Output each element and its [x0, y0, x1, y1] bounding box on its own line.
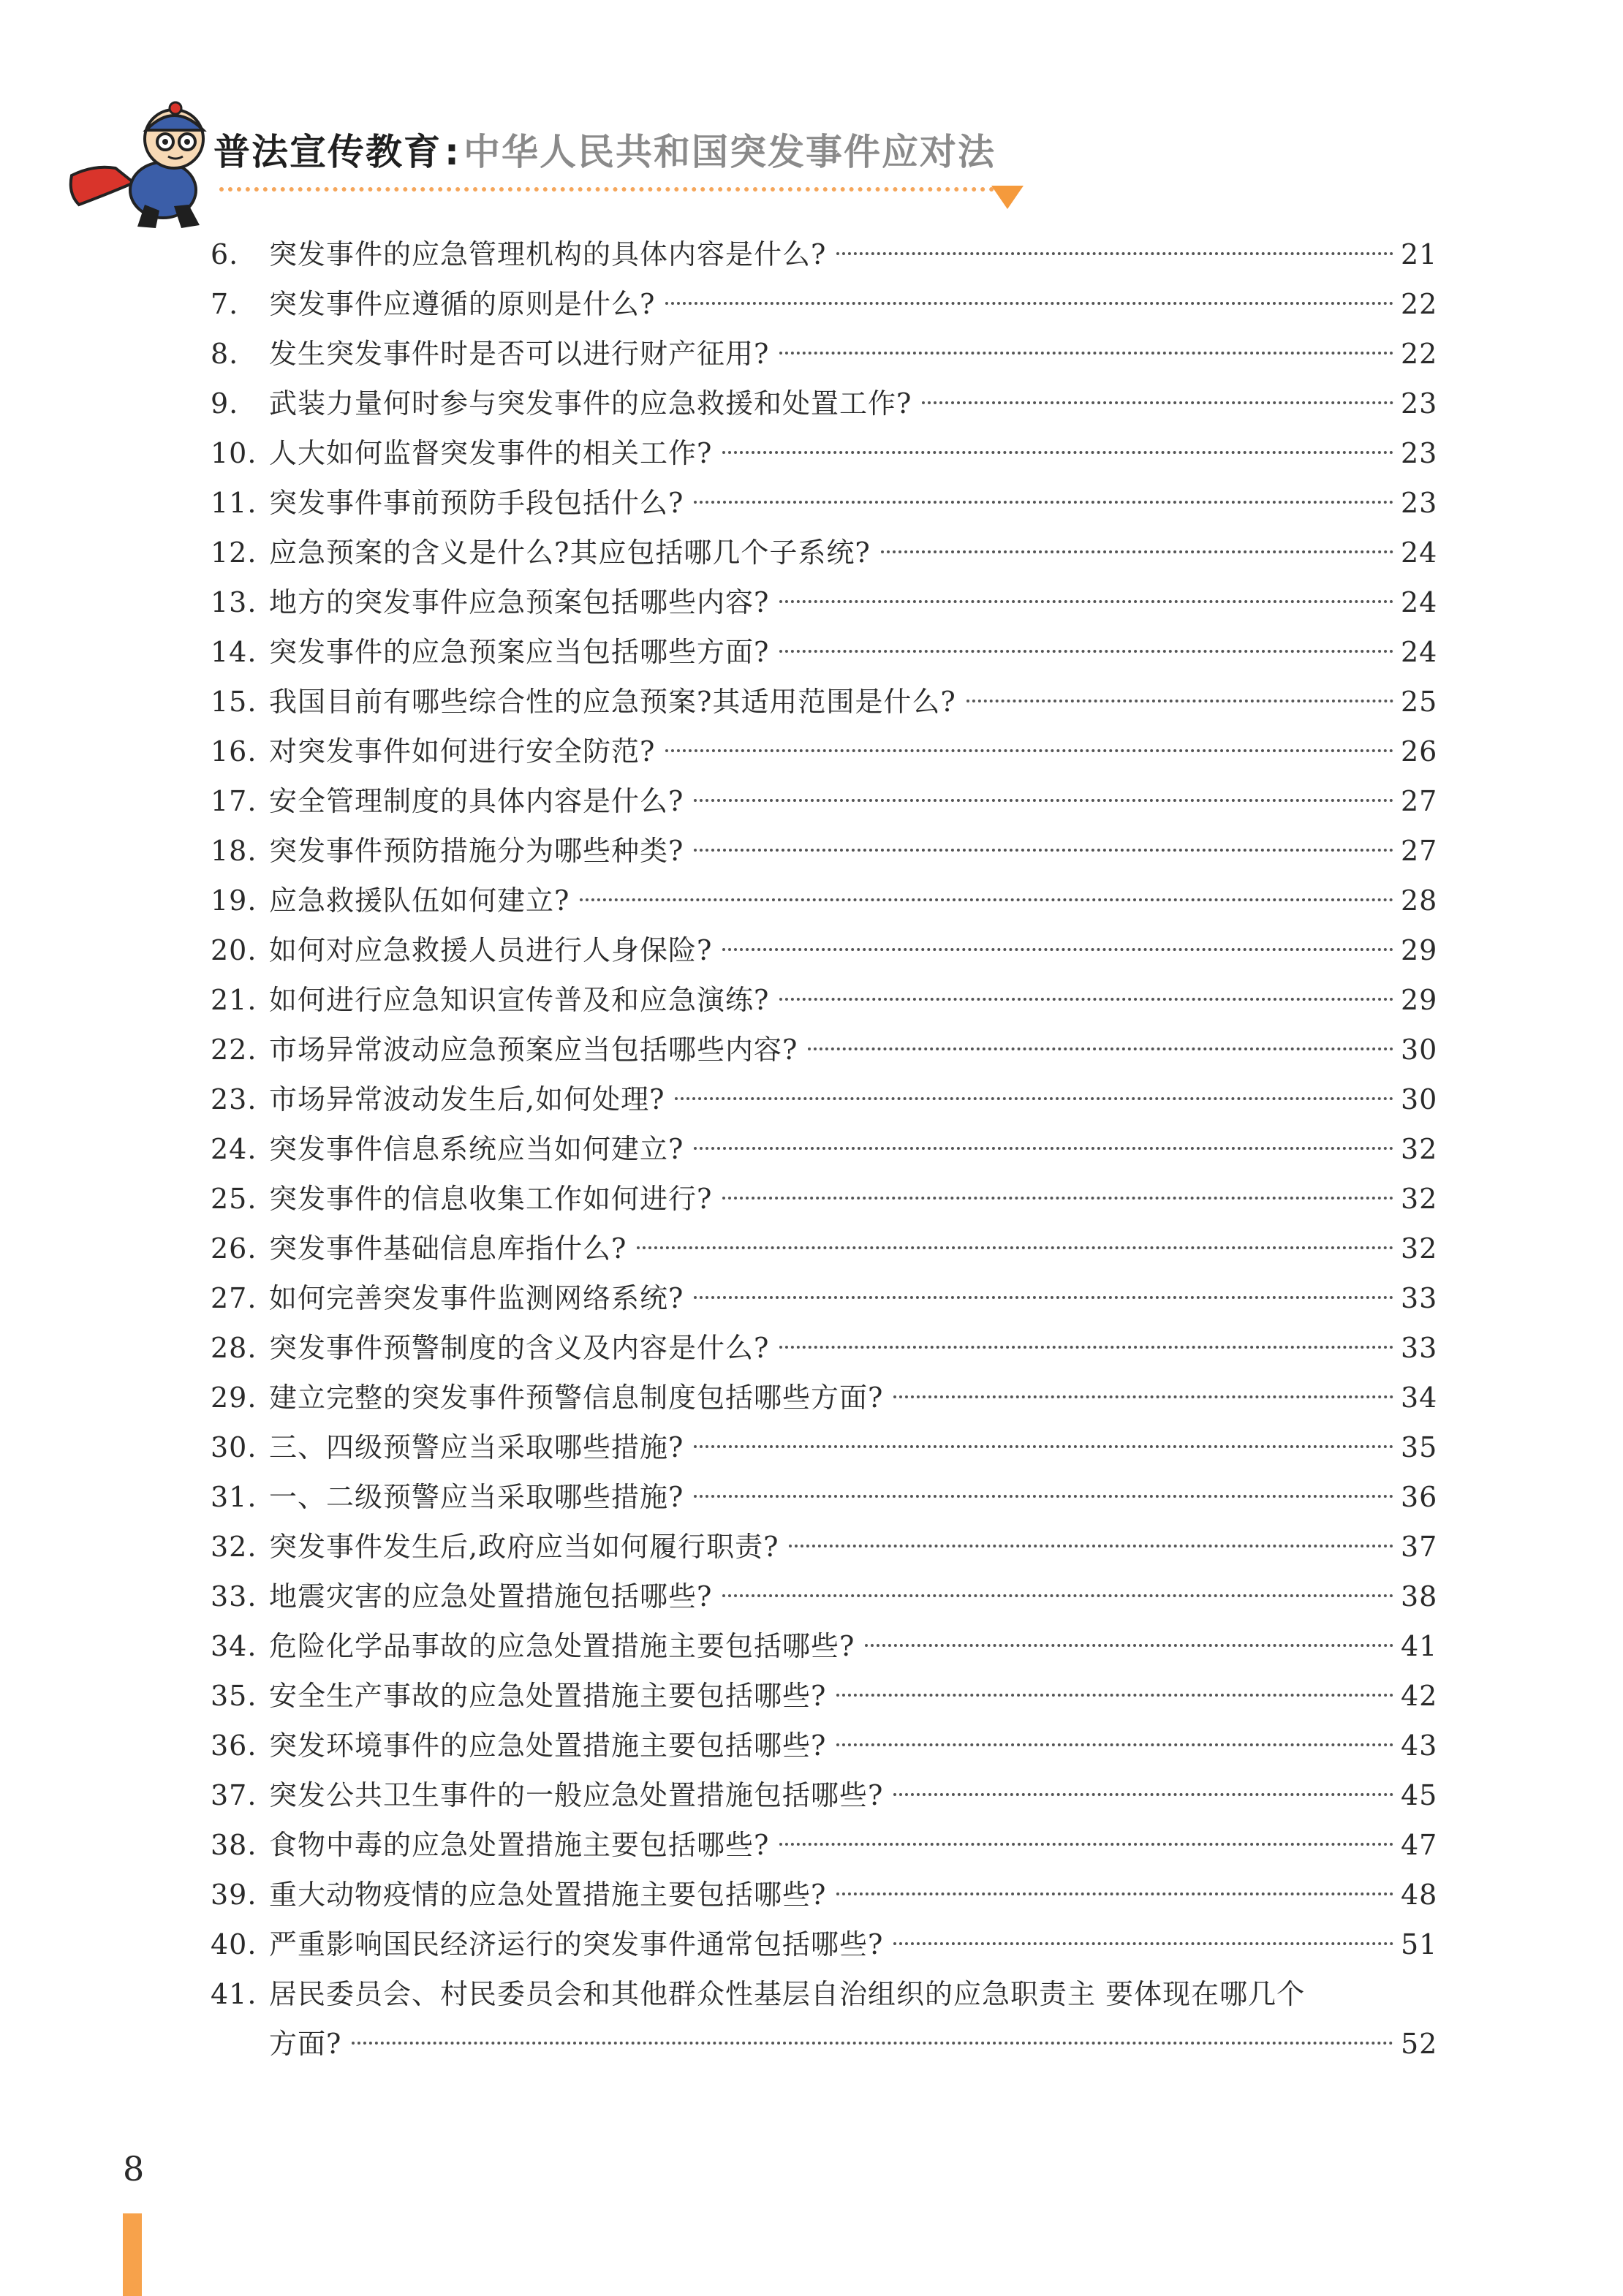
toc-entry-number: 9.: [211, 387, 239, 420]
toc-dot-leader: [694, 1296, 1393, 1299]
toc-dot-leader: [922, 401, 1393, 404]
toc-entry[interactable]: [211, 1472, 1436, 1522]
toc-entry-number: 11.: [211, 487, 257, 519]
toc-entry-page: 30: [1401, 1034, 1438, 1066]
toc-entry-page: 35: [1401, 1431, 1438, 1463]
toc-entry-page: 27: [1401, 785, 1438, 817]
toc-entry-number: 21.: [211, 984, 257, 1016]
toc-entry[interactable]: [211, 975, 1436, 1025]
toc-dot-leader: [722, 948, 1393, 951]
toc-dot-leader: [865, 1644, 1393, 1647]
toc-entry[interactable]: [211, 727, 1436, 776]
toc-entry[interactable]: [211, 329, 1436, 379]
toc-entry-page: 29: [1401, 984, 1438, 1016]
toc-entry-number: 6.: [211, 238, 239, 270]
toc-entry-page: 23: [1401, 387, 1438, 420]
toc-entry-title: 对突发事件如何进行安全防范?: [269, 735, 656, 768]
toc-entry-page: 32: [1401, 1232, 1438, 1265]
toc-entry-page: 22: [1401, 288, 1438, 320]
toc-dot-leader: [836, 1893, 1393, 1895]
toc-entry-page: 45: [1401, 1779, 1438, 1811]
toc-entry-number: 8.: [211, 338, 239, 370]
toc-dot-leader: [836, 252, 1393, 255]
toc-entry[interactable]: [211, 776, 1436, 826]
toc-entry-title: 应急救援队伍如何建立?: [269, 884, 570, 917]
toc-entry[interactable]: [211, 1572, 1436, 1621]
toc-entry-number: 33.: [211, 1580, 257, 1613]
toc-entry-page: 38: [1401, 1580, 1438, 1613]
toc-entry-title: 地震灾害的应急处置措施包括哪些?: [269, 1580, 713, 1613]
toc-entry-number: 7.: [211, 288, 239, 320]
toc-entry[interactable]: [211, 428, 1436, 478]
toc-entry-title: 应急预案的含义是什么?其应包括哪几个子系统?: [269, 537, 871, 569]
toc-entry[interactable]: [211, 1174, 1436, 1224]
toc-entry-page: 25: [1401, 686, 1438, 718]
toc-entry[interactable]: [211, 1621, 1436, 1671]
toc-entry-page: 21: [1401, 238, 1438, 270]
toc-entry-number: 20.: [211, 934, 257, 966]
toc-entry-continuation: [269, 2019, 1436, 2069]
toc-entry-title: 突发环境事件的应急处置措施主要包括哪些?: [269, 1729, 827, 1762]
toc-entry-title: 如何进行应急知识宣传普及和应急演练?: [269, 984, 770, 1016]
toc-entry[interactable]: [211, 1075, 1436, 1124]
toc-entry-page: 24: [1401, 537, 1438, 569]
toc-entry-number: 32.: [211, 1531, 257, 1563]
toc-entry-page: 47: [1401, 1829, 1438, 1861]
toc-entry-page: 41: [1401, 1630, 1438, 1662]
toc-entry-page: 34: [1401, 1382, 1438, 1414]
toc-dot-leader: [779, 998, 1393, 1001]
toc-dot-leader: [881, 550, 1393, 553]
toc-entry-title: 人大如何监督突发事件的相关工作?: [269, 437, 713, 469]
toc-dot-leader: [580, 898, 1393, 901]
toc-entry-number: 12.: [211, 537, 257, 569]
toc-entry-title: 市场异常波动应急预案应当包括哪些内容?: [269, 1034, 798, 1066]
toc-entry-number: 18.: [211, 835, 257, 867]
toc-entry-page: 24: [1401, 636, 1438, 668]
toc-dot-leader: [789, 1545, 1393, 1547]
toc-entry-page: 28: [1401, 884, 1438, 917]
toc-entry-body: [269, 1969, 1436, 2069]
toc-entry-number: 36.: [211, 1729, 257, 1762]
toc-entry[interactable]: [211, 379, 1436, 428]
toc-entry-title: 市场异常波动发生后,如何处理?: [269, 1083, 665, 1115]
toc-entry[interactable]: [211, 1969, 1436, 2069]
toc-dot-leader: [966, 700, 1393, 702]
toc-entry-title: 突发事件预警制度的含义及内容是什么?: [269, 1332, 770, 1364]
toc-entry-title: 突发事件应遵循的原则是什么?: [269, 288, 656, 320]
toc-entry[interactable]: [211, 1422, 1436, 1472]
mascot-illustration: [64, 95, 232, 234]
toc-entry[interactable]: [211, 876, 1436, 925]
toc-entry-page: 36: [1401, 1481, 1438, 1513]
toc-entry-number: 30.: [211, 1431, 257, 1463]
toc-entry-number: 38.: [211, 1829, 257, 1861]
toc-entry-title: 食物中毒的应急处置措施主要包括哪些?: [269, 1829, 770, 1861]
toc-dot-leader: [722, 1197, 1393, 1200]
toc-entry-title: 建立完整的突发事件预警信息制度包括哪些方面?: [269, 1382, 884, 1414]
toc-entry[interactable]: [211, 627, 1436, 677]
toc-entry-number: 34.: [211, 1630, 257, 1662]
toc-dot-leader: [722, 451, 1393, 454]
toc-entry-title: 三、四级预警应当采取哪些措施?: [269, 1431, 684, 1463]
toc-entry-title-continued: 方面?: [269, 2028, 342, 2060]
toc-entry-number: 15.: [211, 686, 257, 718]
toc-entry-title: 一、二级预警应当采取哪些措施?: [269, 1481, 684, 1513]
title-separator: :: [444, 131, 461, 173]
toc-entry-number: 26.: [211, 1232, 257, 1265]
toc-dot-leader: [665, 302, 1393, 305]
toc-entry-title: 突发事件预防措施分为哪些种类?: [269, 835, 684, 867]
toc-dot-leader: [779, 1843, 1393, 1846]
table-of-contents: [211, 230, 1436, 2069]
toc-entry[interactable]: [211, 279, 1436, 329]
toc-entry-title: 突发事件的应急预案应当包括哪些方面?: [269, 636, 770, 668]
toc-entry-title: 武装力量何时参与突发事件的应急救援和处置工作?: [269, 387, 912, 420]
page-header: [0, 0, 1623, 219]
toc-entry-number: 25.: [211, 1183, 257, 1215]
toc-entry-title: 重大动物疫情的应急处置措施主要包括哪些?: [269, 1879, 827, 1911]
toc-entry[interactable]: [211, 528, 1436, 577]
toc-entry-number: 23.: [211, 1083, 257, 1115]
toc-dot-leader: [808, 1047, 1393, 1050]
toc-entry-number: 31.: [211, 1481, 257, 1513]
toc-dot-leader: [352, 2042, 1393, 2045]
toc-dot-leader: [694, 1147, 1393, 1150]
toc-dot-leader: [722, 1594, 1393, 1597]
toc-dot-leader: [694, 799, 1393, 802]
toc-entry[interactable]: [211, 577, 1436, 627]
toc-dot-leader: [779, 600, 1393, 603]
header-dotted-rule: [219, 187, 994, 192]
toc-entry-title: 突发事件事前预防手段包括什么?: [269, 487, 684, 519]
toc-entry-number: 27.: [211, 1282, 257, 1314]
toc-dot-leader: [836, 1743, 1393, 1746]
toc-dot-leader: [836, 1694, 1393, 1697]
toc-entry-title: 突发事件信息系统应当如何建立?: [269, 1133, 684, 1165]
toc-entry-page: 48: [1401, 1879, 1438, 1911]
toc-entry-page: 26: [1401, 735, 1438, 768]
toc-entry-title: 严重影响国民经济运行的突发事件通常包括哪些?: [269, 1928, 884, 1960]
toc-entry-number: 13.: [211, 586, 257, 618]
toc-entry-title: 我国目前有哪些综合性的应急预案?其适用范围是什么?: [269, 686, 956, 718]
toc-entry-title: 居民委员会、村民委员会和其他群众性基层自治组织的应急职责主 要体现在哪几个: [269, 1978, 1306, 2010]
toc-entry-number: 41.: [211, 1978, 257, 2010]
toc-entry-number: 28.: [211, 1332, 257, 1364]
toc-entry-page: 30: [1401, 1083, 1438, 1115]
page-number: 8: [123, 2149, 145, 2189]
toc-entry[interactable]: [211, 1721, 1436, 1770]
toc-entry[interactable]: [211, 230, 1436, 279]
toc-dot-leader: [675, 1097, 1393, 1100]
toc-entry-page: 33: [1401, 1332, 1438, 1364]
toc-entry-title: 发生突发事件时是否可以进行财产征用?: [269, 338, 770, 370]
toc-entry-title: 安全管理制度的具体内容是什么?: [269, 785, 684, 817]
toc-entry-page: 43: [1401, 1729, 1438, 1762]
toc-entry-title: 如何对应急救援人员进行人身保险?: [269, 934, 713, 966]
toc-entry-page: 32: [1401, 1133, 1438, 1165]
toc-entry[interactable]: [211, 1323, 1436, 1373]
toc-dot-leader: [694, 1495, 1393, 1498]
toc-entry-number: 22.: [211, 1034, 257, 1066]
toc-entry-page: 22: [1401, 338, 1438, 370]
toc-entry[interactable]: [211, 1820, 1436, 1870]
toc-dot-leader: [694, 501, 1393, 504]
toc-entry[interactable]: [211, 826, 1436, 876]
toc-entry[interactable]: [211, 1522, 1436, 1572]
toc-entry-number: 14.: [211, 636, 257, 668]
toc-dot-leader: [893, 1793, 1393, 1796]
toc-entry[interactable]: [211, 925, 1436, 975]
toc-dot-leader: [779, 352, 1393, 355]
toc-entry-page: 37: [1401, 1531, 1438, 1563]
toc-entry[interactable]: [211, 1025, 1436, 1075]
toc-dot-leader: [665, 749, 1393, 752]
toc-dot-leader: [637, 1246, 1393, 1249]
toc-dot-leader: [779, 650, 1393, 653]
toc-entry-title: 突发事件发生后,政府应当如何履行职责?: [269, 1531, 779, 1563]
page-edge-accent-bar: [123, 2213, 142, 2296]
toc-entry-number: 24.: [211, 1133, 257, 1165]
toc-entry-page: 23: [1401, 487, 1438, 519]
toc-entry[interactable]: [211, 1224, 1436, 1273]
toc-entry-page: 24: [1401, 586, 1438, 618]
toc-entry-page: 29: [1401, 934, 1438, 966]
toc-entry[interactable]: [211, 1373, 1436, 1422]
toc-entry-number: 40.: [211, 1928, 257, 1960]
header-triangle-marker: [991, 186, 1024, 209]
toc-entry-number: 16.: [211, 735, 257, 768]
header-title: [213, 130, 996, 174]
toc-entry-title: 安全生产事故的应急处置措施主要包括哪些?: [269, 1680, 827, 1712]
toc-entry-number: 10.: [211, 437, 257, 469]
toc-entry-number: 19.: [211, 884, 257, 917]
toc-entry-number: 29.: [211, 1382, 257, 1414]
toc-entry-page: 33: [1401, 1282, 1438, 1314]
toc-dot-leader: [694, 849, 1393, 852]
toc-entry[interactable]: [211, 677, 1436, 727]
toc-entry[interactable]: [211, 1920, 1436, 1969]
toc-entry[interactable]: [211, 1870, 1436, 1920]
toc-entry-title: 地方的突发事件应急预案包括哪些内容?: [269, 586, 770, 618]
toc-entry-number: 39.: [211, 1879, 257, 1911]
toc-entry-number: 17.: [211, 785, 257, 817]
toc-entry[interactable]: [211, 1273, 1436, 1323]
series-name: 普法宣传教育: [213, 131, 442, 173]
toc-entry-number: 35.: [211, 1680, 257, 1712]
toc-entry[interactable]: [211, 1671, 1436, 1721]
toc-entry-title: 突发事件的应急管理机构的具体内容是什么?: [269, 238, 827, 270]
toc-entry-page: 27: [1401, 835, 1438, 867]
toc-entry-number: 37.: [211, 1779, 257, 1811]
toc-entry-title: 危险化学品事故的应急处置措施主要包括哪些?: [269, 1630, 855, 1662]
toc-dot-leader: [779, 1346, 1393, 1349]
toc-dot-leader: [694, 1445, 1393, 1448]
toc-entry-title: 突发事件基础信息库指什么?: [269, 1232, 627, 1265]
book-title: 中华人民共和国突发事件应对法: [464, 131, 996, 173]
toc-entry-title: 突发公共卫生事件的一般应急处置措施包括哪些?: [269, 1779, 884, 1811]
toc-entry-page: 32: [1401, 1183, 1438, 1215]
toc-entry[interactable]: [211, 1124, 1436, 1174]
toc-entry-page: 52: [1401, 2028, 1438, 2060]
toc-entry-page: 51: [1401, 1928, 1438, 1960]
toc-entry[interactable]: [211, 1770, 1436, 1820]
toc-entry-title: 如何完善突发事件监测网络系统?: [269, 1282, 684, 1314]
toc-dot-leader: [893, 1395, 1393, 1398]
toc-entry-page: 42: [1401, 1680, 1438, 1712]
toc-dot-leader: [893, 1942, 1393, 1945]
toc-entry-title: 突发事件的信息收集工作如何进行?: [269, 1183, 713, 1215]
toc-entry-page: 23: [1401, 437, 1438, 469]
toc-entry[interactable]: [211, 478, 1436, 528]
